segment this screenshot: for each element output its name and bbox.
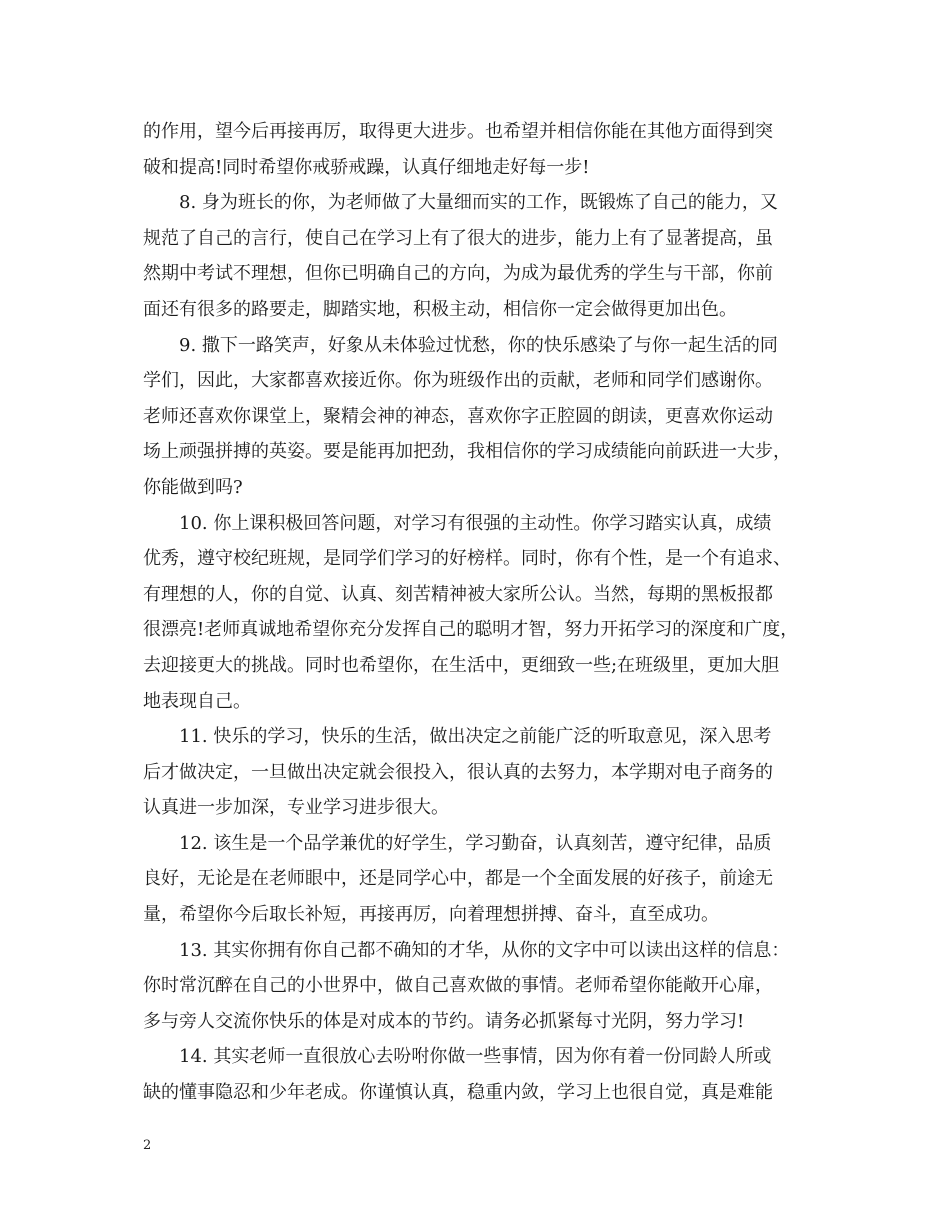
paragraph-line: 12. 该生是一个品学兼优的好学生，学习勤奋，认真刻苦，遵守纪律，品质 <box>179 832 772 854</box>
paragraph <box>143 719 808 826</box>
paragraph-line: 10. 你上课积极回答问题，对学习有很强的主动性。你学习踏实认真，成绩 <box>179 512 772 534</box>
page-number: 2 <box>143 1138 152 1153</box>
paragraph-line: 13. 其实你拥有你自己都不确知的才华，从你的文字中可以读出这样的信息： <box>179 939 790 961</box>
paragraph-line: 学们，因此，大家都喜欢接近你。你为班级作出的贡献，老师和同学们感谢你。 <box>143 370 773 392</box>
paragraph-line: 有理想的人，你的自觉、认真、刻苦精神被大家所公认。当然，每期的黑板报都 <box>143 583 773 605</box>
paragraph <box>143 933 808 1040</box>
paragraph-line: 的作用，望今后再接再厉，取得更大进步。也希望并相信你能在其他方面得到突 <box>143 121 773 142</box>
paragraph <box>143 114 808 185</box>
paragraph <box>143 328 808 506</box>
paragraph-line: 认真进一步加深，专业学习进步很大。 <box>143 797 449 819</box>
paragraph-line: 地表现自己。 <box>143 690 251 712</box>
paragraph-line: 你时常沉醉在自己的小世界中，做自己喜欢做的事情。老师希望你能敞开心扉， <box>143 975 773 997</box>
paragraph-line: 老师还喜欢你课堂上，聚精会神的神态，喜欢你字正腔圆的朗读，更喜欢你运动 <box>143 405 773 427</box>
paragraph-line: 缺的懂事隐忍和少年老成。你谨慎认真，稳重内敛，学习上也很自觉，真是难能 <box>143 1082 773 1104</box>
paragraph-line: 很漂亮!老师真诚地希望你充分发挥自己的聪明才智，努力开拓学习的深度和广度， <box>143 619 799 641</box>
paragraph <box>143 506 808 720</box>
paragraph <box>143 1039 808 1110</box>
paragraph <box>143 826 808 933</box>
paragraph <box>143 185 808 327</box>
paragraph-line: 你能做到吗? <box>143 476 243 498</box>
paragraph-line: 14. 其实老师一直很放心去吩咐你做一些事情，因为你有着一份同龄人所或 <box>179 1046 772 1068</box>
paragraph-line: 面还有很多的路要走，脚踏实地，积极主动，相信你一定会做得更加出色。 <box>143 298 737 320</box>
paragraph-line: 量，希望你今后取长补短，再接再厉，向着理想拼搏、奋斗，直至成功。 <box>143 904 719 926</box>
paragraph-line: 良好，无论是在老师眼中，还是同学心中，都是一个全面发展的好孩子，前途无 <box>143 868 773 890</box>
paragraph-line: 后才做决定，一旦做出决定就会很投入，很认真的去努力，本学期对电子商务的 <box>143 761 773 783</box>
paragraph-line: 破和提高!同时希望你戒骄戒躁，认真仔细地走好每一步! <box>143 156 590 178</box>
document-body <box>143 114 808 1111</box>
paragraph-line: 多与旁人交流你快乐的体是对成本的节约。请务必抓紧每寸光阴，努力学习! <box>143 1010 745 1032</box>
paragraph-line: 11. 快乐的学习，快乐的生活，做出决定之前能广泛的听取意见，深入思考 <box>179 726 772 748</box>
paragraph-line: 去迎接更大的挑战。同时也希望你，在生活中，更细致一些;在班级里，更加大胆 <box>143 654 780 676</box>
paragraph-line: 场上顽强拼搏的英姿。要是能再加把劲，我相信你的学习成绩能向前跃进一大步， <box>143 441 791 463</box>
paragraph-line: 优秀，遵守校纪班规，是同学们学习的好榜样。同时，你有个性，是一个有追求、 <box>143 548 791 570</box>
paragraph-line: 9. 撒下一路笑声，好象从未体验过忧愁，你的快乐感染了与你一起生活的同 <box>179 334 778 356</box>
paragraph-line: 然期中考试不理想，但你已明确自己的方向，为成为最优秀的学生与干部，你前 <box>143 263 773 285</box>
paragraph-line: 规范了自己的言行，使自己在学习上有了很大的进步，能力上有了显著提高，虽 <box>143 227 773 249</box>
paragraph-line: 8. 身为班长的你，为老师做了大量细而实的工作，既锻炼了自己的能力，又 <box>179 192 778 214</box>
